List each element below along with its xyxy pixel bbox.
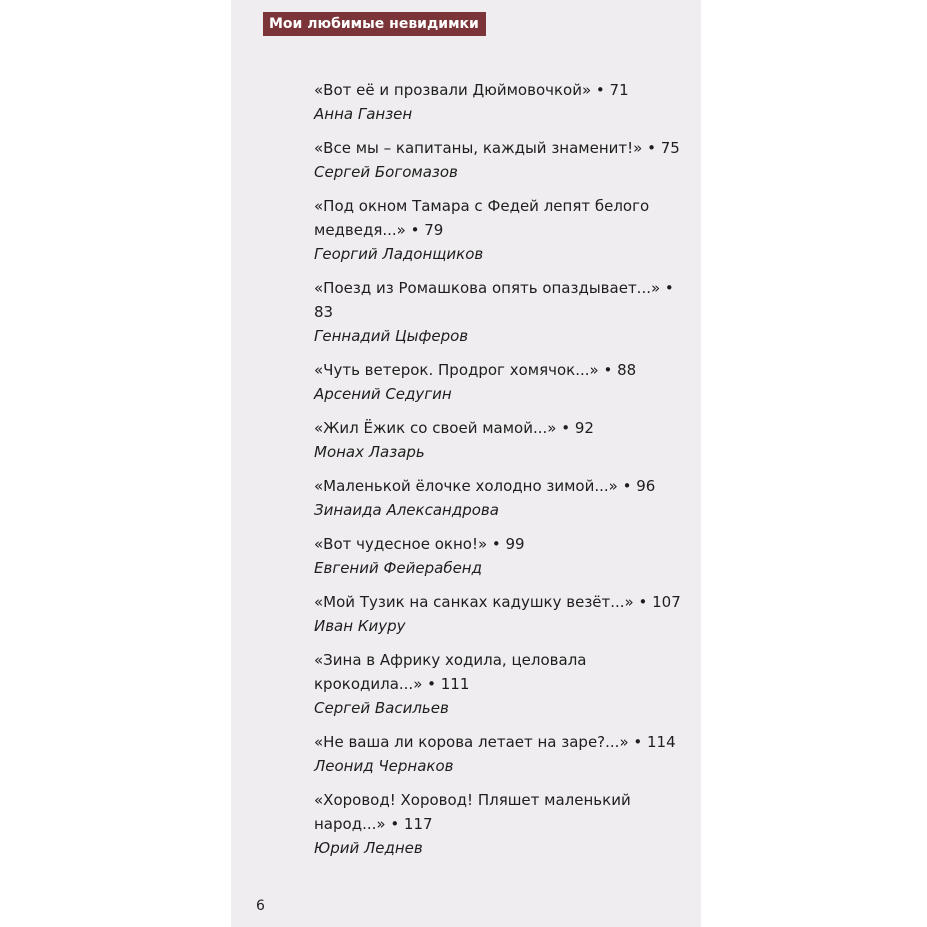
- entry-title: «Мой Тузик на санках кадушку везёт...» • 107: [314, 593, 681, 611]
- entry-author: Арсений Седугин: [314, 385, 452, 403]
- entry-title: «Не ваша ли корова летает на заре?...» • 114: [314, 733, 676, 751]
- toc-entry: [314, 416, 694, 464]
- entry-author: Геннадий Цыферов: [314, 327, 469, 345]
- entry-author: Анна Ганзен: [314, 105, 413, 123]
- toc-entry: [314, 78, 694, 126]
- toc-entry: [314, 532, 694, 580]
- entry-author: Зинаида Александрова: [314, 501, 499, 519]
- page-number: 6: [256, 898, 265, 914]
- toc-entry: [314, 590, 694, 638]
- entry-title-continued: крокодила...» • 111: [314, 675, 470, 693]
- entry-title: «Зина в Африку ходила, целовала: [314, 651, 587, 669]
- entry-author: Сергей Богомазов: [314, 163, 458, 181]
- toc-entry: [314, 648, 694, 720]
- entry-title-continued: медведя...» • 79: [314, 221, 444, 239]
- entry-title: «Вот её и прозвали Дюймовочкой» • 71: [314, 81, 629, 99]
- entry-author: Леонид Чернаков: [314, 757, 454, 775]
- entry-title: «Жил Ёжик со своей мамой...» • 92: [314, 419, 594, 437]
- entry-author: Монах Лазарь: [314, 443, 425, 461]
- entry-title: «Чуть ветерок. Продрог хомячок...» • 88: [314, 361, 637, 379]
- table-of-contents: [314, 78, 694, 870]
- entry-author: Сергей Васильев: [314, 699, 449, 717]
- entry-author: Георгий Ладонщиков: [314, 245, 484, 263]
- toc-entry: [314, 358, 694, 406]
- toc-entry: [314, 474, 694, 522]
- entry-title: «Все мы – капитаны, каждый знаменит!» • 75: [314, 139, 680, 157]
- section-title: Мои любимые невидимки: [263, 12, 486, 36]
- entry-author: Юрий Леднев: [314, 839, 423, 857]
- toc-entry: [314, 194, 694, 266]
- entry-title: «Маленькой ёлочке холодно зимой...» • 96: [314, 477, 656, 495]
- toc-entry: [314, 276, 694, 348]
- entry-author: Иван Киуру: [314, 617, 406, 635]
- entry-title: «Поезд из Ромашкова опять опаздывает...» • 83: [314, 279, 674, 321]
- entry-title-continued: народ...» • 117: [314, 815, 433, 833]
- toc-entry: [314, 788, 694, 860]
- toc-entry: [314, 136, 694, 184]
- entry-title: «Под окном Тамара с Федей лепят белого: [314, 197, 650, 215]
- toc-entry: [314, 730, 694, 778]
- entry-author: Евгений Фейерабенд: [314, 559, 482, 577]
- entry-title: «Хоровод! Хоровод! Пляшет маленький: [314, 791, 631, 809]
- entry-title: «Вот чудесное окно!» • 99: [314, 535, 525, 553]
